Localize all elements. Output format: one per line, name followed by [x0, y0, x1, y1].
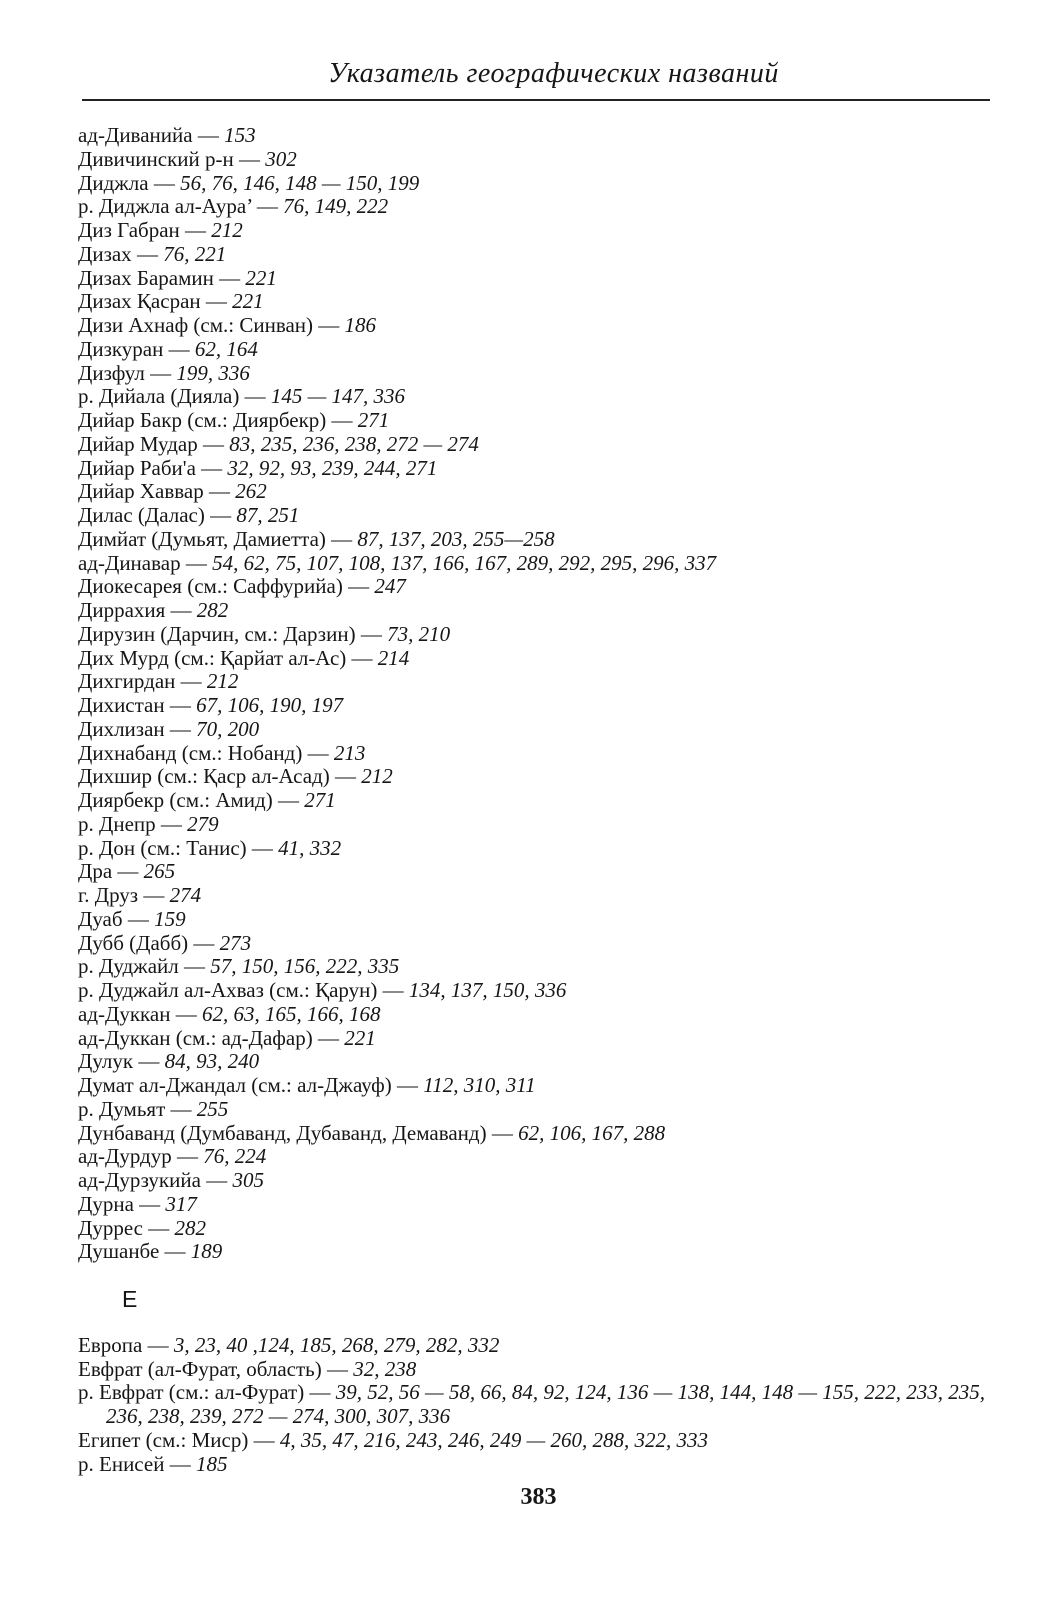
entry-name: Дизкуран — [78, 336, 164, 361]
entry-name: Дизах Барамин — [78, 265, 214, 290]
entry-dash: — — [148, 170, 181, 195]
entries-letter-e — [78, 1334, 998, 1477]
entry-name: Дулук — [78, 1049, 134, 1074]
entry-name: р. Дийала (Дияла) — [78, 384, 240, 409]
index-entry — [78, 884, 998, 908]
entry-dash: — — [355, 621, 388, 646]
entry-dash: — — [170, 1001, 202, 1026]
entry-name: ад-Дурдур — [78, 1144, 172, 1169]
entry-pages: 279 — [187, 811, 219, 836]
entry-pages: 262 — [235, 479, 267, 504]
entry-dash: — — [248, 1427, 280, 1452]
entry-pages: 3, 23, 40 ,124, 185, 268, 279, 282, 332 — [173, 1332, 500, 1357]
entry-dash: — — [165, 598, 197, 622]
entry-name: Дийар Бакр (см.: Диярбекр) — [78, 408, 327, 432]
entry-dash: — — [391, 1073, 424, 1097]
index-entry — [78, 1193, 998, 1217]
entry-pages: 70, 200 — [196, 716, 260, 741]
entry-name: Дуаб — [78, 906, 123, 931]
entry-pages: 76, 221 — [163, 241, 227, 266]
entry-dash: — — [203, 479, 236, 504]
entry-pages: 73, 210 — [387, 621, 451, 646]
index-entry — [78, 148, 998, 172]
entry-pages: 134, 137, 150, 336 — [408, 978, 567, 1002]
index-entry — [78, 742, 998, 766]
entry-pages: 57, 150, 156, 222, 335 — [210, 954, 400, 979]
index-entry — [78, 480, 998, 504]
index-entry — [78, 837, 998, 861]
entry-dash: — — [163, 336, 195, 361]
entry-name: Дийар Хаввар — [78, 479, 204, 504]
index-entry — [78, 457, 998, 481]
entry-pages: 186 — [344, 313, 377, 337]
index-entry — [78, 1429, 998, 1453]
entry-name: Дубб (Дабб) — [78, 930, 189, 955]
index-entry — [78, 172, 998, 196]
entry-name: г. Друз — [78, 883, 139, 907]
entry-pages: 62, 106, 167, 288 — [518, 1120, 666, 1145]
entry-pages: 282 — [174, 1215, 206, 1240]
index-entry — [78, 1074, 998, 1098]
entry-dash: — — [179, 218, 212, 242]
entry-name: Дурна — [78, 1191, 134, 1216]
entry-pages: 302 — [265, 146, 297, 171]
entry-dash: — — [233, 146, 266, 171]
entry-pages: 41, 332 — [278, 835, 342, 860]
entry-dash: — — [133, 1191, 166, 1216]
entry-pages: 274 — [169, 883, 202, 907]
entry-pages: 212 — [211, 218, 243, 242]
entry-pages: 39, 52, 56 — 58, 66, 84, 92, 124, 136 — 138, 144, 148 — 155, 222, 233, 235, 236, 238, 239, 272 — 274, 300, 307, 336 — [106, 1380, 986, 1428]
entry-name: р. Дуджайл — [78, 954, 179, 979]
entry-dash: — — [321, 1356, 354, 1381]
entry-name: Дилас (Далас) — [78, 503, 205, 527]
entry-name: Димйат (Думьят, Дамиетта) — [78, 526, 326, 551]
entry-name: Дуррес — [78, 1215, 143, 1240]
index-entry — [78, 267, 998, 291]
index-entry — [78, 1381, 998, 1429]
index-entry — [78, 694, 998, 718]
entry-name: ад-Диванийа — [78, 123, 193, 147]
entry-name: Диз Габран — [78, 218, 180, 242]
entry-name: Дийар Мудар — [78, 431, 198, 456]
entry-pages: 56, 76, 146, 148 — 150, 199 — [180, 170, 420, 195]
entry-name: Дихистан — [78, 693, 165, 717]
index-entry — [78, 219, 998, 243]
entry-pages: 189 — [190, 1239, 223, 1264]
entry-name: Дихшир (см.: Қаср ал-Асад) — [78, 764, 330, 789]
entry-pages: 159 — [154, 906, 186, 931]
entry-dash: — — [200, 1168, 233, 1192]
entry-pages: 62, 63, 165, 166, 168 — [201, 1001, 381, 1026]
entry-dash: — — [122, 906, 155, 931]
entry-pages: 87, 137, 203, 255—258 — [357, 526, 555, 551]
entry-dash: — — [164, 1451, 196, 1476]
index-entries — [78, 124, 998, 1476]
entry-pages: 32, 92, 93, 239, 244, 271 — [227, 455, 438, 480]
index-entry — [78, 1122, 998, 1146]
index-entry — [78, 195, 998, 219]
entry-dash: — — [246, 835, 279, 860]
entry-dash: — — [377, 978, 409, 1002]
entry-name: Евфрат (ал-Фурат, область) — [78, 1356, 322, 1381]
entry-dash: — — [313, 313, 345, 337]
index-entry — [78, 599, 998, 623]
entry-dash: — — [164, 693, 197, 717]
entry-dash: — — [165, 1096, 197, 1121]
entry-name: Египет (см.: Миср) — [78, 1427, 249, 1452]
index-entry — [78, 290, 998, 314]
entry-pages: 214 — [377, 645, 410, 670]
entry-pages: 273 — [219, 930, 252, 955]
entry-name: р. Диджла ал-Аура’ — [78, 194, 252, 219]
index-entry — [78, 1145, 998, 1169]
entry-name: р. Дон (см.: Танис) — [78, 835, 247, 860]
entry-dash: — — [486, 1120, 519, 1145]
index-entry — [78, 243, 998, 267]
index-entry — [78, 979, 998, 1003]
entry-pages: 317 — [165, 1191, 197, 1216]
entry-pages: 212 — [206, 669, 239, 694]
entry-name: Дих Мурд (см.: Қарйат ал-Ас) — [78, 645, 347, 670]
entry-pages: 305 — [232, 1168, 264, 1192]
entry-dash: — — [188, 930, 220, 955]
entry-dash: — — [155, 811, 188, 836]
entry-dash: — — [304, 1380, 336, 1405]
entry-name: Диокесарея (см.: Саффурийа) — [78, 574, 343, 599]
entry-name: Диярбекр (см.: Амид) — [78, 788, 273, 812]
index-entry — [78, 623, 998, 647]
index-entry — [78, 647, 998, 671]
entry-dash: — — [342, 574, 375, 599]
entry-dash: — — [239, 384, 271, 409]
entry-name: ад-Дуккан — [78, 1001, 171, 1026]
index-entry — [78, 552, 998, 576]
entry-dash: — — [251, 194, 284, 219]
entry-dash: — — [159, 1239, 191, 1264]
entry-pages: 87, 251 — [236, 503, 300, 527]
entry-name: р. Днепр — [78, 811, 156, 836]
entry-pages: 271 — [357, 408, 390, 432]
page-number: 383 — [520, 1484, 557, 1510]
entry-dash: — — [138, 883, 170, 907]
index-entry — [78, 813, 998, 837]
entry-name: Дунбаванд (Думбаванд, Дубаванд, Демаванд) — [78, 1120, 487, 1145]
entry-dash: — — [346, 645, 378, 670]
index-entry — [78, 860, 998, 884]
entry-pages: 221 — [344, 1025, 376, 1050]
entry-dash: — — [197, 431, 230, 456]
entry-dash: — — [142, 1332, 174, 1357]
entry-pages: 221 — [232, 289, 264, 314]
entry-name: Диджла — [78, 170, 149, 195]
entry-dash: — — [272, 788, 305, 812]
index-entry — [78, 1169, 998, 1193]
entry-name: Дирузин (Дарчин, см.: Дарзин) — [78, 621, 356, 646]
entry-pages: 54, 62, 75, 107, 108, 137, 166, 167, 289, 292, 295, 296, 337 — [212, 550, 717, 575]
header-rule — [82, 99, 990, 101]
entry-dash: — — [326, 408, 358, 432]
entries-letter-d — [78, 124, 998, 1264]
entry-pages: 255 — [196, 1096, 229, 1121]
entry-dash: — — [175, 669, 207, 694]
entry-pages: 112, 310, 311 — [423, 1073, 536, 1097]
index-entry — [78, 1240, 998, 1264]
entry-dash: — — [192, 123, 225, 147]
index-entry — [78, 670, 998, 694]
entry-dash: — — [133, 1049, 165, 1074]
entry-pages: 4, 35, 47, 216, 243, 246, 249 — 260, 288, 322, 333 — [279, 1427, 709, 1452]
index-entry — [78, 908, 998, 932]
entry-pages: 185 — [195, 1451, 228, 1476]
index-entry — [78, 1098, 998, 1122]
entry-name: р. Дуджайл ал-Ахваз (см.: Қарун) — [78, 978, 378, 1002]
index-entry — [78, 504, 998, 528]
entry-name: р. Думьят — [78, 1096, 166, 1121]
entry-name: р. Енисей — [78, 1451, 165, 1476]
entry-pages: 212 — [361, 764, 393, 789]
entry-dash: — — [200, 289, 233, 314]
entry-name: ад-Динавар — [78, 550, 181, 575]
index-entry — [78, 528, 998, 552]
entry-name: ад-Дуккан (см.: ад-Дафар) — [78, 1025, 313, 1050]
entry-name: Дизфул — [78, 360, 145, 385]
entry-name: Европа — [78, 1332, 143, 1357]
entry-dash: — — [164, 716, 197, 741]
entry-pages: 153 — [224, 123, 256, 147]
entry-pages: 271 — [304, 788, 336, 812]
entry-name: Дихнабанд (см.: Нобанд) — [78, 740, 303, 765]
entry-name: Душанбе — [78, 1239, 160, 1264]
index-entry — [78, 932, 998, 956]
entry-dash: — — [195, 455, 228, 480]
entry-dash: — — [180, 550, 213, 575]
index-entry — [78, 718, 998, 742]
entry-dash: — — [325, 526, 358, 551]
entry-name: ад-Дурзукийа — [78, 1168, 201, 1192]
index-entry — [78, 955, 998, 979]
entry-pages: 221 — [245, 265, 277, 290]
entry-name: Думат ал-Джандал (см.: ал-Джауф) — [78, 1073, 392, 1097]
index-entry — [78, 314, 998, 338]
entry-dash: — — [213, 265, 246, 290]
index-entry — [78, 409, 998, 433]
index-entry — [78, 385, 998, 409]
index-entry — [78, 362, 998, 386]
index-entry — [78, 1003, 998, 1027]
entry-name: Дивичинский р-н — [78, 146, 234, 171]
entry-pages: 199, 336 — [176, 360, 250, 385]
entry-pages: 282 — [196, 598, 229, 622]
entry-pages: 265 — [143, 859, 176, 884]
entry-pages: 213 — [333, 740, 366, 765]
entry-dash: — — [178, 954, 211, 979]
entry-dash: — — [204, 503, 237, 527]
entry-dash: — — [131, 241, 164, 266]
entry-dash: — — [144, 360, 177, 385]
index-entry — [78, 1453, 998, 1477]
entry-pages: 83, 235, 236, 238, 272 — 274 — [229, 431, 479, 456]
index-entry — [78, 1050, 998, 1074]
entry-dash: — — [171, 1144, 204, 1169]
entry-name: Дихгирдан — [78, 669, 176, 694]
running-header: Указатель географических названий — [328, 58, 779, 89]
entry-name: Диррахия — [78, 598, 166, 622]
index-entry — [78, 1217, 998, 1241]
entry-name: Дра — [78, 859, 113, 884]
entry-pages: 145 — 147, 336 — [270, 384, 406, 409]
section-letter: Е — [122, 1286, 138, 1312]
index-entry — [78, 433, 998, 457]
index-entry — [78, 789, 998, 813]
entry-name: Дихлизан — [78, 716, 165, 741]
entry-name: р. Евфрат (см.: ал-Фурат) — [78, 1380, 305, 1405]
index-entry — [78, 338, 998, 362]
entry-pages: 32, 238 — [353, 1356, 417, 1381]
index-entry — [78, 124, 998, 148]
entry-pages: 247 — [374, 574, 406, 599]
entry-name: Дизах — [78, 241, 132, 266]
entry-pages: 67, 106, 190, 197 — [196, 693, 344, 717]
entry-dash: — — [329, 764, 362, 789]
index-entry — [78, 1027, 998, 1051]
entry-dash: — — [312, 1025, 345, 1050]
index-entry — [78, 765, 998, 789]
entry-dash: — — [302, 740, 334, 765]
entry-name: Дизи Ахнаф (см.: Синван) — [78, 313, 314, 337]
entry-dash: — — [112, 859, 144, 884]
entry-dash: — — [143, 1215, 175, 1240]
index-entry — [78, 1334, 998, 1358]
entry-pages: 62, 164 — [194, 336, 258, 361]
index-entry — [78, 1358, 998, 1382]
entry-pages: 76, 224 — [203, 1144, 267, 1169]
entry-pages: 84, 93, 240 — [164, 1049, 260, 1074]
entry-name: Дийар Раби'а — [78, 455, 196, 480]
entry-name: Дизах Қасран — [78, 289, 201, 314]
index-entry — [78, 575, 998, 599]
entry-pages: 76, 149, 222 — [283, 194, 389, 219]
